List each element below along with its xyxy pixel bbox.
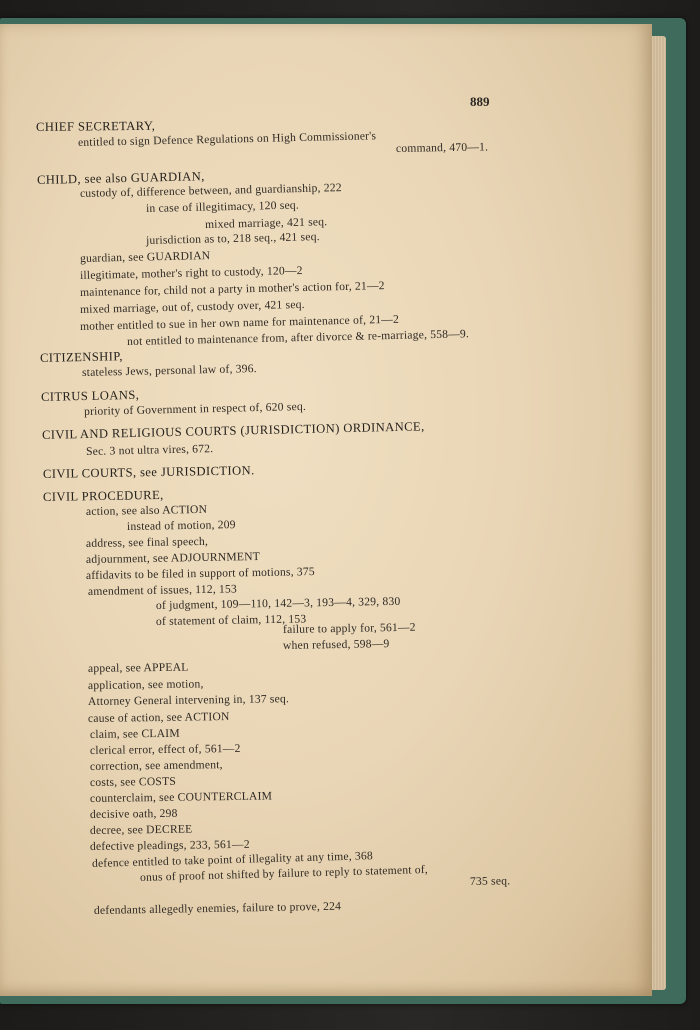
index-entry: costs, see COSTS xyxy=(89,774,177,789)
page-number: 889 xyxy=(470,94,490,109)
index-entry: illegitimate, mother's right to custody, 120—2 xyxy=(79,263,303,282)
index-entry: command, 470—1. xyxy=(395,140,489,155)
index-heading: CHILD, see also GUARDIAN, xyxy=(36,169,205,187)
index-entry: Attorney General intervening in, 137 seq. xyxy=(87,692,290,708)
index-entry: not entitled to maintenance from, after divorce & re-marriage, 558—9. xyxy=(126,327,470,348)
index-entry: clerical error, effect of, 561—2 xyxy=(89,741,241,757)
index-entry: of statement of claim, 112, 153 xyxy=(155,612,307,628)
index-entry: defendants allegedly enemies, failure to prove, 224 xyxy=(93,899,342,917)
index-heading: CHIEF SECRETARY, xyxy=(35,118,156,134)
index-heading: CITIZENSHIP, xyxy=(39,349,123,365)
index-entry: jurisdiction as to, 218 seq., 421 seq. xyxy=(145,230,320,247)
index-entry: defence entitled to take point of illegality at any time, 368 xyxy=(91,849,374,870)
index-entry: counterclaim, see COUNTERCLAIM xyxy=(89,789,273,805)
index-entry: of judgment, 109—110, 142—3, 193—4, 329, 830 xyxy=(155,594,401,612)
index-entry: custody of, difference between, and guardianship, 222 xyxy=(79,181,342,200)
index-entry: stateless Jews, personal law of, 396. xyxy=(81,362,257,379)
index-entry: failure to apply for, 561—2 xyxy=(282,620,416,636)
index-heading: CIVIL AND RELIGIOUS COURTS (JURISDICTION) ORDINANCE, xyxy=(41,419,425,442)
index-entry: cause of action, see ACTION xyxy=(87,710,230,725)
index-entry: entitled to sign Defence Regulations on High Commissioner's xyxy=(77,129,377,149)
index-entry: mother entitled to sue in her own name for maintenance of, 21—2 xyxy=(79,312,400,333)
index-entry: affidavits to be filed in support of motions, 375 xyxy=(85,565,315,582)
index-entry: action, see also ACTION xyxy=(85,502,208,518)
index-entry: Sec. 3 not ultra vires, 672. xyxy=(85,442,214,458)
index-entry: priority of Government in respect of, 620 seq. xyxy=(83,399,307,418)
index-entry: guardian, see GUARDIAN xyxy=(79,249,211,265)
index-entry: claim, see CLAIM xyxy=(89,726,180,741)
index-entry: decisive oath, 298 xyxy=(89,806,178,821)
index-heading: CIVIL PROCEDURE, xyxy=(42,487,164,504)
index-entry: instead of motion, 209 xyxy=(126,518,236,533)
index-entry: defective pleadings, 233, 561—2 xyxy=(89,837,250,853)
index-entry: correction, see amendment, xyxy=(89,758,223,773)
index-heading: CITRUS LOANS, xyxy=(40,387,140,404)
index-entry: decree, see DECREE xyxy=(89,822,193,837)
index-entry: mixed marriage, 421 seq. xyxy=(204,215,328,231)
index-entry: onus of proof not shifted by failure to reply to statement of, xyxy=(139,862,429,884)
index-entry: maintenance for, child not a party in mother's action for, 21—2 xyxy=(79,279,385,299)
index-entry: appeal, see APPEAL xyxy=(87,660,189,675)
index-entry: mixed marriage, out of, custody over, 421 seq. xyxy=(79,297,305,316)
book-page xyxy=(0,24,652,996)
index-entry: address, see final speech, xyxy=(85,534,209,550)
index-entry: amendment of issues, 112, 153 xyxy=(87,582,238,598)
index-entry: when refused, 598—9 xyxy=(282,637,390,652)
index-entry: application, see motion, xyxy=(87,677,204,692)
index-entry: in case of illegitimacy, 120 seq. xyxy=(145,198,300,215)
index-entry: adjournment, see ADJOURNMENT xyxy=(85,549,261,566)
index-heading: CIVIL COURTS, see JURISDICTION. xyxy=(42,463,255,481)
index-entry: 735 seq. xyxy=(469,874,511,888)
